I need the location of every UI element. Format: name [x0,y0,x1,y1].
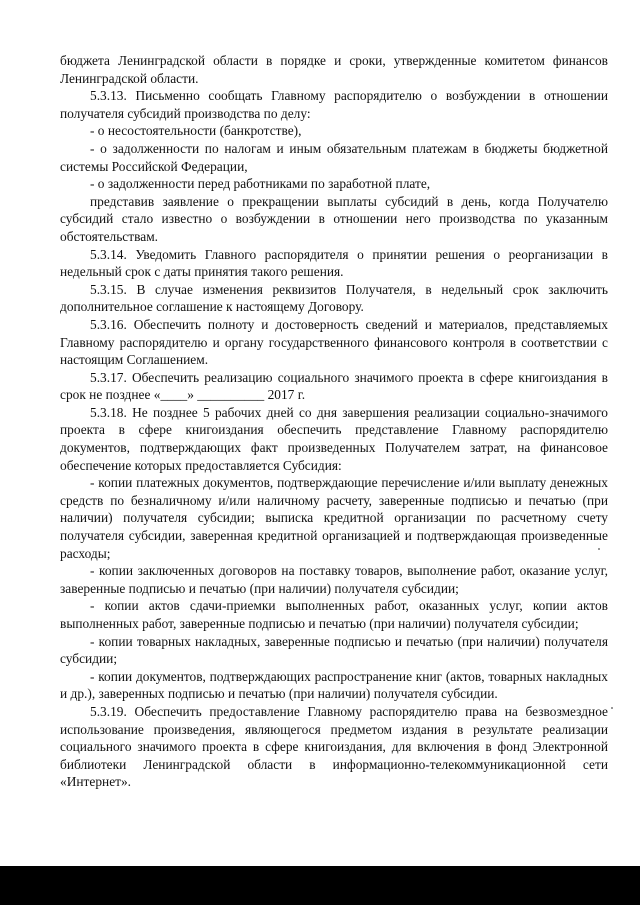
list-item-tax-debt: - о задолженности по налогам и иным обязательным платежам в бюджеты бюджетной системы Российской Федерации, [60,140,608,174]
paragraph-application-statement: представив заявление о прекращении выплаты субсидий в день, когда Получателю субсидий стало известно о возбуждении в отношении него производства по указанным обстоятельствам. [60,193,608,244]
list-item-invoices: - копии товарных накладных, заверенные подписью и печатью (при наличии) получателя субсидии; [60,633,608,667]
paragraph-5-3-17: 5.3.17. Обеспечить реализацию социального значимого проекта в сфере книгоиздания в срок не позднее «____» __________ 2017 г. [60,369,608,403]
paragraph-5-3-19: 5.3.19. Обеспечить предоставление Главному распорядителю права на безвозмездное использование произведения, являющегося предметом издания в результате реализации социального значимого проекта в сфере книгоиздания, для включения в фонд Электронной библиотеки Ленинградской области в информационно-телекоммуникационной сети «Интернет». [60,703,608,790]
list-item-contracts: - копии заключенных договоров на поставку товаров, выполнение работ, оказание услуг, заверенные подписью и печатью (при наличии) получателя субсидии; [60,563,608,596]
paragraph-5-3-13: 5.3.13. Письменно сообщать Главному распорядителю о возбуждении в отношении получателя субсидий производства по делу: [60,88,608,121]
document-page [60,52,608,791]
list-item-distribution-documents: - копии документов, подтверждающих распространение книг (актов, товарных накладных и др.), заверенных подписью и печатью (при наличии) получателя субсидии. [60,668,608,702]
scan-speck [598,548,600,550]
paragraph-5-3-14: 5.3.14. Уведомить Главного распорядителя о принятии решения о реорганизации в недельный срок с даты принятия такого решения. [60,246,608,280]
scan-speck [611,707,613,709]
list-item-acceptance-acts: - копии актов сдачи-приемки выполненных работ, оказанных услуг, копии актов выполненных работ, заверенные подписью и печатью (при наличии) получателя субсидии; [60,598,608,631]
list-item-wage-debt: - о задолженности перед работниками по заработной плате, [90,176,431,192]
paragraph-5-3-16: 5.3.16. Обеспечить полноту и достоверность сведений и материалов, представляемых Главному распорядителю и органу государственного финансового контроля в соответствии с настоящим Соглашением. [60,316,608,368]
scan-bottom-border [0,866,640,905]
list-item-payment-documents: - копии платежных документов, подтверждающие перечисление и/или выплату денежных средств по безналичному и/или наличному расчету, заверенные подписью и печатью (при наличии) получателя субсидии; выписка кредитной организации по расчетному счету получателя субсидии, заверенная кредитной организацией и подтверждающая произведенные расходы; [60,475,608,561]
list-item-bankruptcy: - о несостоятельности (банкротстве), [90,123,302,139]
paragraph-budget-continuation: бюджета Ленинградской области в порядке и сроки, утвержденные комитетом финансов Ленинградской области. [60,53,608,86]
paragraph-5-3-15: 5.3.15. В случае изменения реквизитов Получателя, в недельный срок заключить дополнительное соглашение к настоящему Договору. [60,281,608,315]
paragraph-5-3-18: 5.3.18. Не позднее 5 рабочих дней со дня завершения реализации социально-значимого проекта в сфере книгоиздания обеспечить представление Главному распорядителю документов, подтверждающих факт произведенных Получателем затрат, на финансовое обеспечение которых предоставляется Субсидия: [60,404,608,473]
